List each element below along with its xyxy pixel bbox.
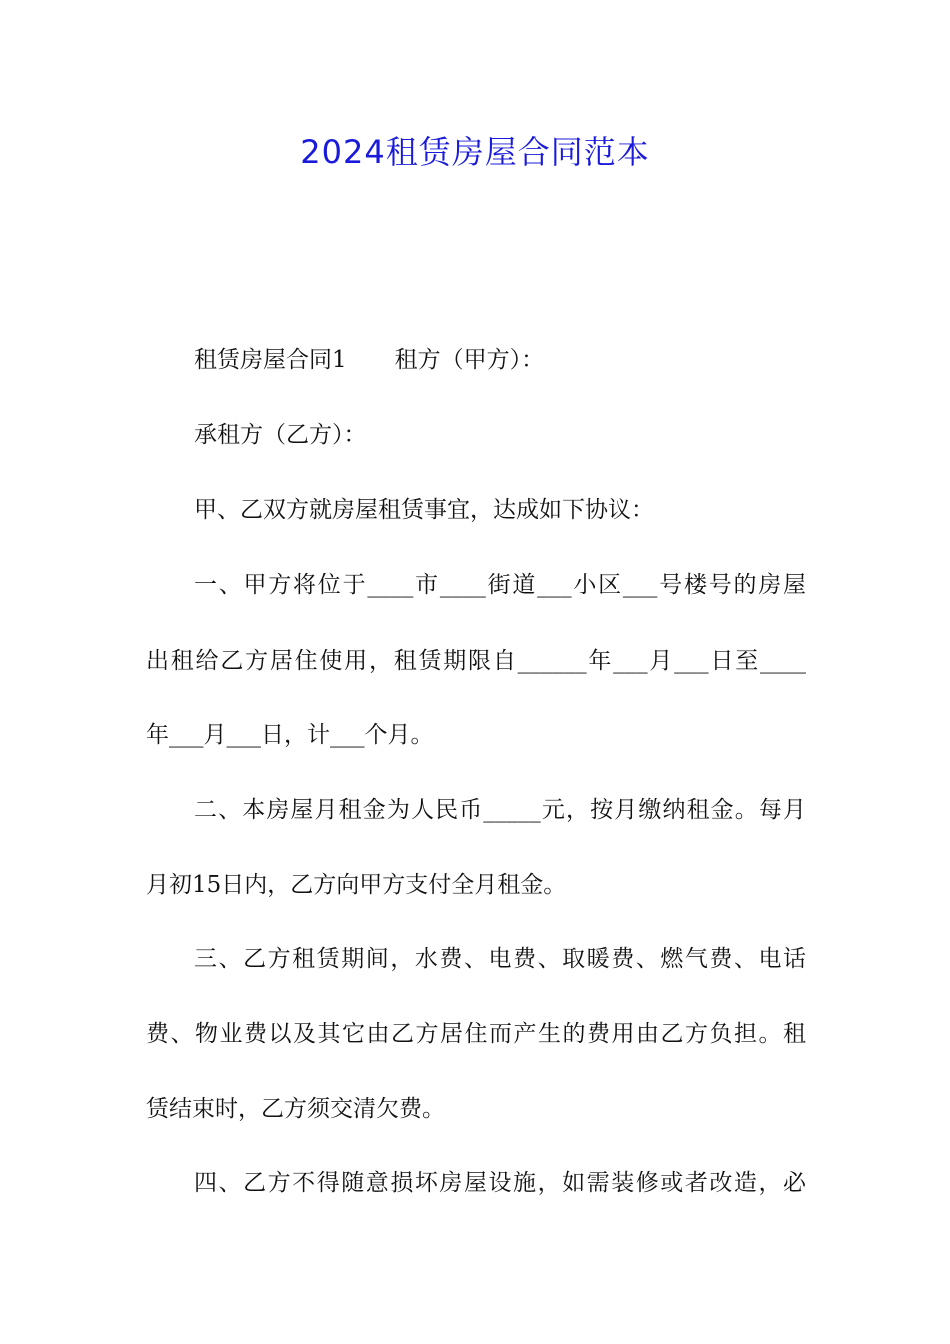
contract-name: 租赁房屋合同1 [194, 347, 347, 373]
clause-4-line-1: 四、乙方不得随意损坏房屋设施，如需装修或者改造，必 [194, 1170, 806, 1196]
lessee-label: 承租方（乙方）： [194, 422, 367, 448]
clause-3-line-3: 赁结束时，乙方须交清欠费。 [146, 1096, 445, 1122]
clause-2-line-1: 二、本房屋月租金为人民币_____元，按月缴纳租金。每月 [194, 797, 806, 823]
clause-1-line-2: 出租给乙方居住使用，租赁期限自______年___月___日至____ [146, 648, 806, 674]
clause-3-line-1: 三、乙方租赁期间，水费、电费、取暖费、燃气费、电话 [194, 946, 806, 972]
document-title: 2024租赁房屋合同范本 [300, 133, 650, 171]
agreement-intro: 甲、乙双方就房屋租赁事宜，达成如下协议： [194, 497, 654, 523]
clause-1-line-3: 年___月___日，计___个月。 [146, 722, 434, 748]
clause-2-line-2: 月初15日内，乙方向甲方支付全月租金。 [146, 872, 567, 898]
contract-heading-line [194, 343, 806, 377]
clause-1-line-1: 一、甲方将位于____市____街道___小区___号楼号的房屋 [194, 572, 806, 598]
lessor-label: 租方（甲方）： [394, 347, 545, 373]
clause-3-line-2: 费、物业费以及其它由乙方居住而产生的费用由乙方负担。租 [146, 1021, 806, 1047]
